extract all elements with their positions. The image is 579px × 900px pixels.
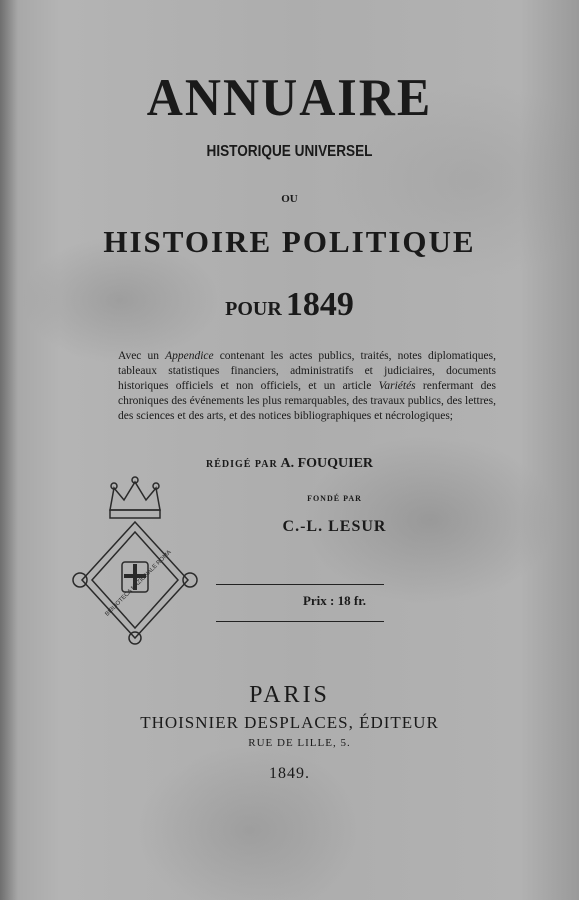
- publisher-address: RUE DE LILLE, 5.: [248, 737, 351, 749]
- desc-part3: renfermant des chroniques des événements les plus remarquables, des travaux publics, des lettres, des sciences et des arts, et des notices bibliographiques et nécrologiques;: [118, 380, 496, 422]
- price-text: Prix : 18 fr.: [302, 593, 367, 608]
- fonde-par-label: FONDÉ PAR: [307, 494, 362, 503]
- city-name: PARIS: [249, 682, 330, 708]
- desc-part1: Avec un: [118, 350, 166, 362]
- library-stamp-icon: [70, 470, 200, 645]
- redige-prefix: RÉDIGÉ PAR: [205, 459, 278, 470]
- editor-name: A. FOUQUIER: [280, 456, 374, 471]
- price-rule-bottom: [216, 621, 384, 622]
- publication-year: 1849.: [269, 765, 310, 782]
- book-title: ANNUAIRE: [146, 67, 433, 127]
- publisher-name: THOISNIER DESPLACES, ÉDITEUR: [140, 713, 439, 732]
- pour-label: POUR: [225, 298, 282, 320]
- year-line: [0, 286, 579, 324]
- connector-text: OU: [281, 193, 298, 205]
- desc-part2: contenant les actes publics, traités, notes diplomatiques, tableaux statistiques financiers, administratifs et judiciaires, documents historiques officiels et non officiels, et un article: [118, 350, 496, 392]
- stamp-text: BIBLIOTECA NAZIONALE ROMA: [104, 549, 173, 618]
- book-subtitle: HISTORIQUE UNIVERSEL: [206, 143, 373, 160]
- desc-appendice: Appendice: [165, 350, 214, 362]
- main-title: HISTOIRE POLITIQUE: [103, 224, 476, 259]
- founder-name: C.-L. LESUR: [282, 518, 387, 535]
- description-paragraph: [118, 349, 496, 424]
- year-value: 1849: [285, 286, 354, 323]
- price-rule-top: [216, 584, 384, 585]
- desc-varietes: Variétés: [378, 380, 416, 392]
